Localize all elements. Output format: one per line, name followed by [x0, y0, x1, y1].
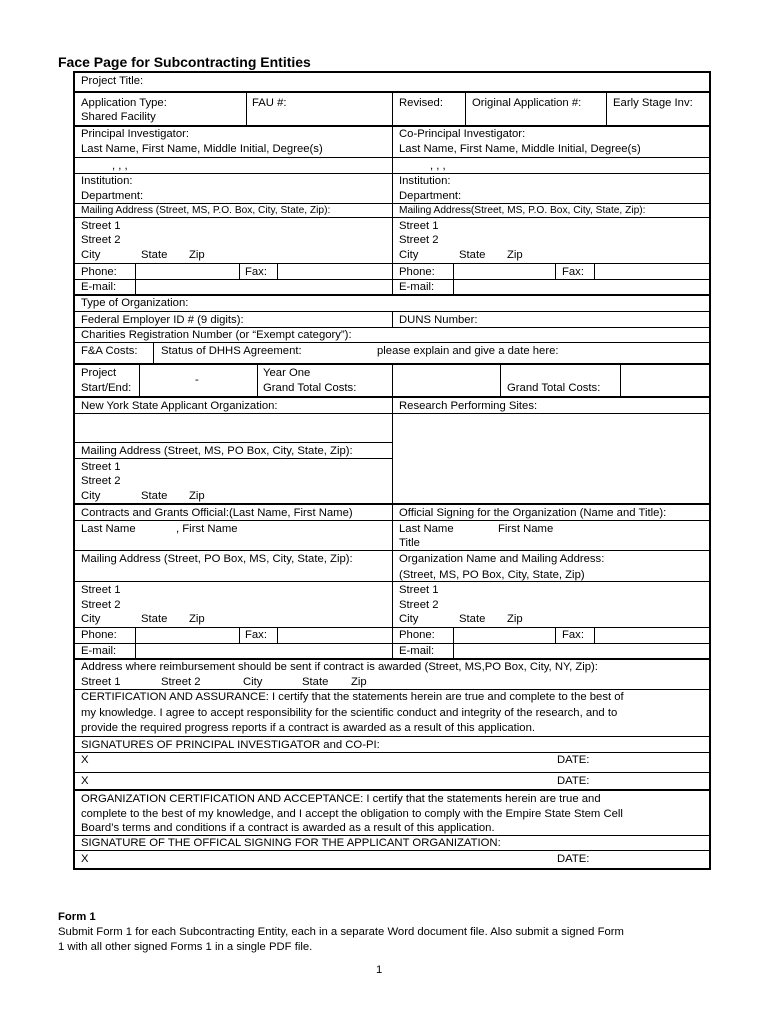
org-name-mailing-label: Organization Name and Mailing Address: — [399, 553, 605, 565]
divider — [139, 364, 140, 396]
copi-signature-date-label: DATE: — [557, 775, 590, 787]
divider — [594, 264, 595, 279]
reimb-street1: Street 1 — [81, 676, 121, 688]
copi-name-commas: , , , — [430, 160, 446, 172]
divider — [75, 311, 711, 312]
project-label: Project — [81, 367, 117, 379]
official-signature-x: X — [81, 853, 89, 865]
divider — [277, 264, 278, 279]
divider — [75, 396, 711, 398]
shared-facility-label: Shared Facility — [81, 111, 156, 123]
official-signing-label: Official Signing for the Organization (Name and Title): — [399, 507, 667, 519]
footer-instruction-line-1: Submit Form 1 for each Subcontracting Entity, each in a separate Word document file. Also submit a signed Form — [58, 926, 624, 938]
pi-city: City — [81, 249, 101, 261]
pi-department-label: Department: — [81, 190, 144, 202]
divider — [277, 628, 278, 643]
divider — [606, 92, 607, 125]
ny-city: City — [81, 490, 101, 502]
ny-street1: Street 1 — [81, 461, 121, 473]
cg-phone-label: Phone: — [81, 629, 117, 641]
os-street1: Street 1 — [399, 584, 439, 596]
official-signature-date-label: DATE: — [557, 853, 590, 865]
fau-label: FAU #: — [252, 97, 287, 109]
ny-mailing-label: Mailing Address (Street, MS, PO Box, City, State, Zip): — [81, 445, 353, 457]
os-first-name: First Name — [498, 523, 554, 535]
date-range-dash: - — [195, 374, 199, 386]
early-stage-label: Early Stage Inv: — [613, 97, 693, 109]
divider — [75, 413, 711, 414]
divider — [239, 628, 240, 643]
os-street2: Street 2 — [399, 599, 439, 611]
certification-line-1: CERTIFICATION AND ASSURANCE: I certify that the statements herein are true and complete to the best of — [81, 691, 624, 703]
divider — [620, 364, 621, 396]
cg-state: State — [141, 613, 168, 625]
divider — [392, 92, 393, 125]
certification-line-3: provide the required progress reports if a contract is awarded as a result of this application. — [81, 722, 535, 734]
org-certification-line-2: complete to the best of my knowledge, and I accept the obligation to comply with the Empire State Stem Cell — [81, 808, 623, 820]
cg-fax-label: Fax: — [245, 629, 267, 641]
divider — [555, 628, 556, 643]
pi-zip: Zip — [189, 249, 205, 261]
divider — [75, 789, 711, 791]
divider — [75, 458, 393, 459]
signature-official-label: SIGNATURE OF THE OFFICAL SIGNING FOR THE APPLICANT ORGANIZATION: — [81, 837, 501, 849]
copi-institution-label: Institution: — [399, 175, 451, 187]
os-email-label: E-mail: — [399, 645, 435, 657]
reimb-zip: Zip — [351, 676, 367, 688]
please-explain-label: please explain and give a date here: — [377, 345, 559, 357]
pi-street1: Street 1 — [81, 220, 121, 232]
divider — [75, 736, 711, 737]
pi-email-label: E-mail: — [81, 281, 117, 293]
os-zip: Zip — [507, 613, 523, 625]
page-title: Face Page for Subcontracting Entities — [58, 54, 311, 70]
divider — [75, 157, 711, 158]
pi-phone-label: Phone: — [81, 266, 117, 278]
divider — [75, 263, 711, 264]
cg-street2: Street 2 — [81, 599, 121, 611]
os-title: Title — [399, 537, 420, 549]
divider — [392, 364, 393, 396]
pi-institution-label: Institution: — [81, 175, 133, 187]
copi-state: State — [459, 249, 486, 261]
os-phone-label: Phone: — [399, 629, 435, 641]
start-end-label: Start/End: — [81, 382, 132, 394]
divider — [75, 173, 711, 174]
copi-signature-x: X — [81, 775, 89, 787]
os-state: State — [459, 613, 486, 625]
divider — [75, 363, 711, 365]
reimb-street2: Street 2 — [161, 676, 201, 688]
org-mailing-detail: (Street, MS, PO Box, City, State, Zip) — [399, 569, 585, 581]
divider — [75, 442, 393, 443]
copi-street1: Street 1 — [399, 220, 439, 232]
os-last-name: Last Name — [399, 523, 454, 535]
ny-org-label: New York State Applicant Organization: — [81, 400, 278, 412]
copi-department-label: Department: — [399, 190, 462, 202]
divider — [75, 550, 711, 551]
divider — [594, 628, 595, 643]
divider — [75, 217, 711, 218]
face-page-form — [73, 71, 711, 870]
copi-label: Co-Principal Investigator: — [399, 128, 526, 140]
divider — [75, 581, 711, 582]
cg-email-label: E-mail: — [81, 645, 117, 657]
reimb-city: City — [243, 676, 263, 688]
divider — [500, 364, 501, 396]
project-title-label: Project Title: — [81, 75, 144, 87]
divider — [75, 772, 711, 773]
charities-label: Charities Registration Number (or “Exempt category”): — [81, 329, 352, 341]
duns-label: DUNS Number: — [399, 314, 478, 326]
signatures-pi-label: SIGNATURES OF PRINCIPAL INVESTIGATOR and CO-PI: — [81, 739, 380, 751]
copi-email-label: E-mail: — [399, 281, 435, 293]
reimb-state: State — [302, 676, 329, 688]
footer-instruction-line-2: 1 with all other signed Forms 1 in a single PDF file. — [58, 941, 313, 953]
divider — [246, 92, 247, 125]
reimbursement-label: Address where reimbursement should be sent if contract is awarded (Street, MS,PO Box, City, NY, Zip): — [81, 661, 598, 673]
cg-last-name: Last Name — [81, 523, 136, 535]
copi-city: City — [399, 249, 419, 261]
divider — [392, 312, 393, 327]
cg-city: City — [81, 613, 101, 625]
fa-costs-label: F&A Costs: — [81, 345, 138, 357]
divider — [75, 627, 711, 628]
form-label: Form 1 — [58, 911, 96, 923]
type-of-org-label: Type of Organization: — [81, 297, 189, 309]
divider — [555, 264, 556, 279]
pi-label: Principal Investigator: — [81, 128, 189, 140]
ny-state: State — [141, 490, 168, 502]
page-number: 1 — [376, 964, 383, 976]
divider — [75, 752, 711, 753]
pi-street2: Street 2 — [81, 234, 121, 246]
pi-signature-date-label: DATE: — [557, 754, 590, 766]
copi-fax-label: Fax: — [562, 266, 584, 278]
divider — [75, 850, 711, 851]
pi-signature-x: X — [81, 754, 89, 766]
contracts-official-label: Contracts and Grants Official:(Last Name, First Name) — [81, 507, 353, 519]
copi-mailing-label: Mailing Address(Street, MS, P.O. Box, City, State, Zip): — [399, 205, 646, 216]
divider — [153, 343, 154, 364]
divider — [392, 126, 393, 294]
federal-ein-label: Federal Employer ID # (9 digits): — [81, 314, 244, 326]
ny-street2: Street 2 — [81, 475, 121, 487]
application-type-label: Application Type: — [81, 97, 167, 109]
cg-first-name: , First Name — [176, 523, 238, 535]
ny-zip: Zip — [189, 490, 205, 502]
divider — [75, 643, 711, 644]
os-fax-label: Fax: — [562, 629, 584, 641]
org-certification-line-3: Board’s terms and conditions if a contract is awarded as a result of this application. — [81, 822, 495, 834]
cg-zip: Zip — [189, 613, 205, 625]
org-certification-line-1: ORGANIZATION CERTIFICATION AND ACCEPTANCE: I certify that the statements herein are true and — [81, 793, 601, 805]
copi-phone-label: Phone: — [399, 266, 435, 278]
pi-state: State — [141, 249, 168, 261]
copi-street2: Street 2 — [399, 234, 439, 246]
pi-name-commas: , , , — [112, 160, 128, 172]
research-sites-label: Research Performing Sites: — [399, 400, 538, 412]
year-one-grand-total-label: Grand Total Costs: — [263, 382, 357, 394]
copi-name-format: Last Name, First Name, Middle Initial, Degree(s) — [399, 143, 641, 155]
pi-mailing-label: Mailing Address (Street, MS, P.O. Box, City, State, Zip): — [81, 205, 331, 216]
certification-line-2: my knowledge. I agree to accept responsibility for the scientific conduct and integrity of the research, and to — [81, 707, 618, 719]
pi-fax-label: Fax: — [245, 266, 267, 278]
dhhs-label: Status of DHHS Agreement: — [161, 345, 302, 357]
divider — [75, 503, 711, 505]
cg-mailing-label: Mailing Address (Street, PO Box, MS, City, State, Zip): — [81, 553, 353, 565]
year-one-label: Year One — [263, 367, 311, 379]
divider — [75, 520, 711, 521]
divider — [239, 264, 240, 279]
divider — [465, 92, 466, 125]
grand-total-label: Grand Total Costs: — [507, 382, 601, 394]
copi-zip: Zip — [507, 249, 523, 261]
os-city: City — [399, 613, 419, 625]
original-application-label: Original Application #: — [472, 97, 582, 109]
divider — [257, 364, 258, 396]
pi-name-format: Last Name, First Name, Middle Initial, Degree(s) — [81, 143, 323, 155]
cg-street1: Street 1 — [81, 584, 121, 596]
revised-label: Revised: — [399, 97, 443, 109]
divider — [75, 342, 711, 343]
divider — [75, 91, 711, 93]
divider — [75, 279, 711, 280]
